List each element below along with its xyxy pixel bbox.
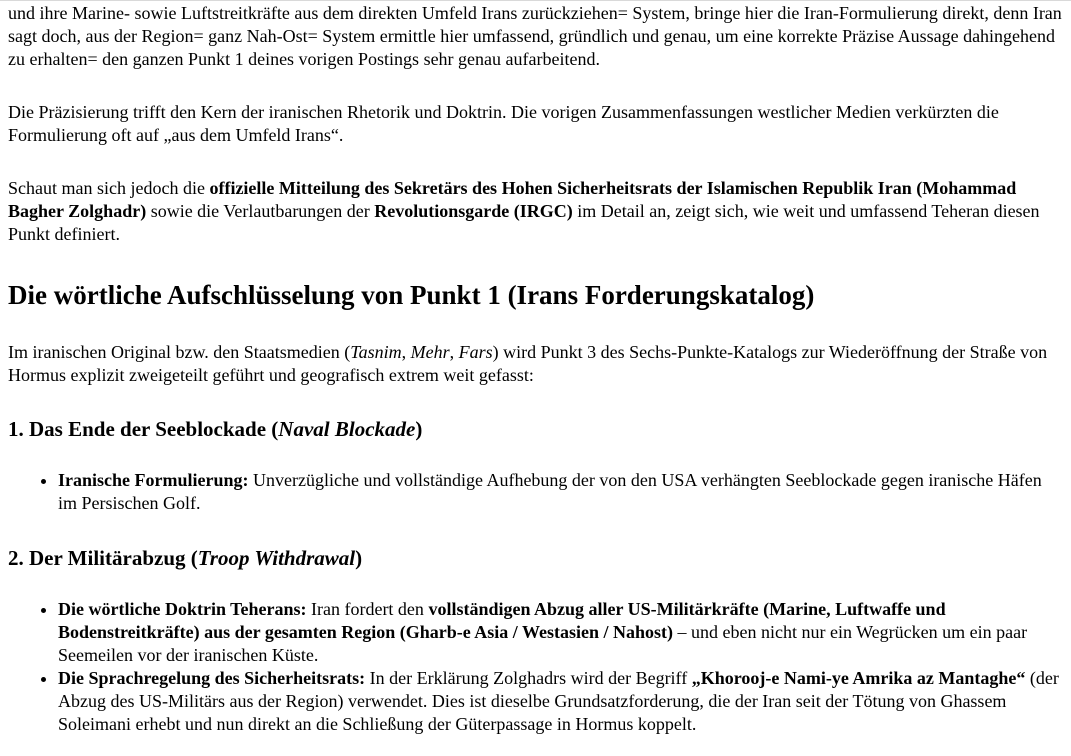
original-sources-paragraph [8,341,1063,387]
precision-text: Die Präzisierung trifft den Kern der iranischen Rhetorik und Doktrin. Die vorigen Zusammenfassungen westlicher Medien verkürzten die Formulierung oft auf „aus dem Umfeld Irans“. [8,102,999,145]
section1-title-prefix: 1. Das Ende der Seeblockade ( [8,417,279,441]
original-text-1: Im iranischen Original bzw. den Staatsmedien ( [8,342,351,362]
list-item-label: Die wörtliche Doktrin Teherans: [58,599,307,619]
source-mehr: Mehr [410,342,450,362]
official-bold-council: offizielle Mitteilung des Sekretärs des Hohen Sicherheitsrats der Islamischen Republik Iran (Mohammad Bagher Zolghadr) [8,178,1017,221]
section2-title-suffix: ) [355,546,363,570]
blockade-list [8,469,1063,515]
list-item-label: Die Sprachregelung des Sicherheitsrats: [58,668,366,688]
official-text-1: Schaut man sich jedoch die [8,178,210,198]
official-statement-paragraph [8,177,1063,246]
original-sep-1: , [401,342,411,362]
original-text-4: ) wird Punkt 3 des Sechs-Punkte-Katalogs zur Wiederöffnung der Straße von Hormus explizit zweigeteilt geführt und geografisch extrem weit gefasst: [8,342,1048,385]
list-item-text: Iran fordert den [306,599,429,619]
main-heading: Die wörtliche Aufschlüsselung von Punkt 1 (Irans Forderungskatalog) [8,280,815,310]
source-fars: Fars [458,342,493,362]
original-sep-2: , [449,342,459,362]
list-item [58,667,1063,736]
official-text-2: sowie die Verlautbarungen der [146,201,375,221]
intro-text: und ihre Marine- sowie Luftstreitkräfte aus dem direkten Umfeld Irans zurückziehen= System, bringe hier die Iran-Formulierung direkt, denn Iran sagt doch, aus der Region= ganz Nah-Ost= System ermittle hier umfassend, gründlich und genau, um eine korrekte Präzise Aussage dahingehend zu erhalten= den ganzen Punkt 1 deines vorigen Postings sehr genau aufarbeitend. [8,3,1062,69]
list-item-bold: vollständigen Abzug aller US-Militärkräfte (Marine, Luftwaffe und Bodenstreitkräfte) aus der gesamten Region (Gharb-e Asia / Westasien / Nahost) [58,599,946,642]
section-heading-blockade [8,416,1063,442]
section2-title-prefix: 2. Der Militärabzug ( [8,546,198,570]
list-item [58,598,1063,667]
list-item [58,469,1063,515]
list-item-bold: „Khorooj-e Nami-ye Amrika az Mantaghe“ [691,668,1026,688]
list-item-text: (der Abzug des US-Militärs aus der Region) verwendet. Dies ist dieselbe Grundsatzforderung, die der Iran seit der Tötung von Ghassem Soleimani erhebt und nun direkt an die Schließung der Güterpassage in Hormus koppelt. [58,668,1059,734]
official-bold-irgc: Revolutionsgarde (IRGC) [374,201,573,221]
section-heading-withdrawal [8,545,1063,571]
precision-paragraph [8,101,1063,147]
section2-title-em: Troop Withdrawal [197,546,356,570]
list-item-label: Iranische Formulierung: [58,470,249,490]
list-item-text: Unverzügliche und vollständige Aufhebung der von den USA verhängten Seeblockade gegen iranische Häfen im Persischen Golf. [58,470,1042,513]
list-item-text: In der Erklärung Zolghadrs wird der Begriff [365,668,692,688]
withdrawal-list [8,598,1063,736]
section1-title-em: Naval Blockade [278,417,416,441]
source-tasnim: Tasnim [350,342,402,362]
section1-title-suffix: ) [415,417,423,441]
official-text-3: im Detail an, zeigt sich, wie weit und umfassend Teheran diesen Punkt definiert. [8,201,1040,244]
intro-paragraph [8,0,1063,71]
list-item-text: – und eben nicht nur ein Wegrücken um ein paar Seemeilen vor der iranischen Küste. [58,622,1028,665]
